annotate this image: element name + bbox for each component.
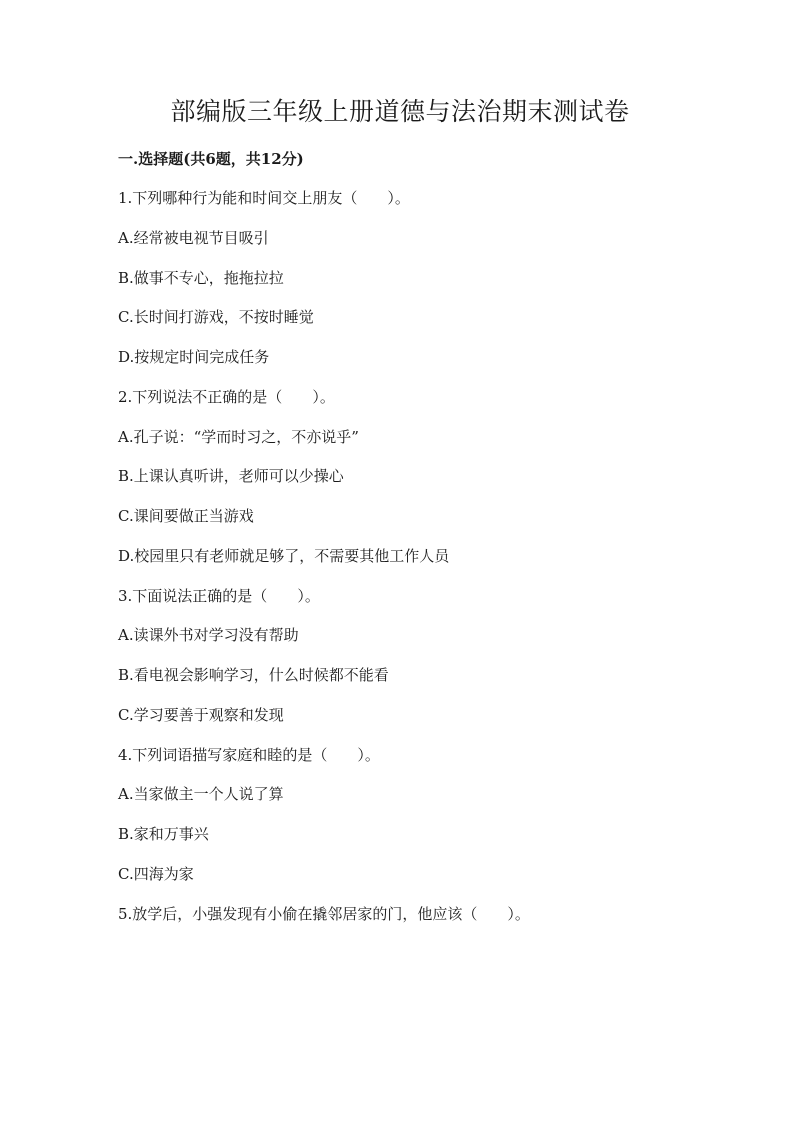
- section-heading: 一.选择题(共6题，共12分): [118, 150, 304, 168]
- answer-option: A.孔子说：“学而时习之，不亦说乎”: [118, 428, 359, 446]
- answer-option: B.家和万事兴: [118, 825, 209, 843]
- question-stem: 2.下列说法不正确的是（ ）。: [118, 388, 335, 406]
- answer-option: B.上课认真听讲，老师可以少操心: [118, 467, 344, 485]
- answer-option: A.读课外书对学习没有帮助: [118, 626, 299, 644]
- answer-option: A.经常被电视节目吸引: [118, 229, 269, 247]
- question-stem: 1.下列哪种行为能和时间交上朋友（ ）。: [118, 189, 410, 207]
- answer-option: B.看电视会影响学习，什么时候都不能看: [118, 666, 389, 684]
- answer-option: D.校园里只有老师就足够了，不需要其他工作人员: [118, 547, 450, 565]
- answer-option: A.当家做主一个人说了算: [118, 785, 284, 803]
- answer-option: B.做事不专心，拖拖拉拉: [118, 269, 284, 287]
- answer-option: D.按规定时间完成任务: [118, 348, 270, 366]
- question-stem: 4.下列词语描写家庭和睦的是（ ）。: [118, 746, 380, 764]
- question-stem: 5.放学后，小强发现有小偷在撬邻居家的门，他应该（ ）。: [118, 905, 530, 923]
- answer-option: C.四海为家: [118, 865, 194, 883]
- answer-option: C.学习要善于观察和发现: [118, 706, 284, 724]
- exam-title: 部编版三年级上册道德与法治期末测试卷: [170, 97, 630, 126]
- question-stem: 3.下面说法正确的是（ ）。: [118, 587, 320, 605]
- answer-option: C.长时间打游戏，不按时睡觉: [118, 308, 314, 326]
- answer-option: C.课间要做正当游戏: [118, 507, 254, 525]
